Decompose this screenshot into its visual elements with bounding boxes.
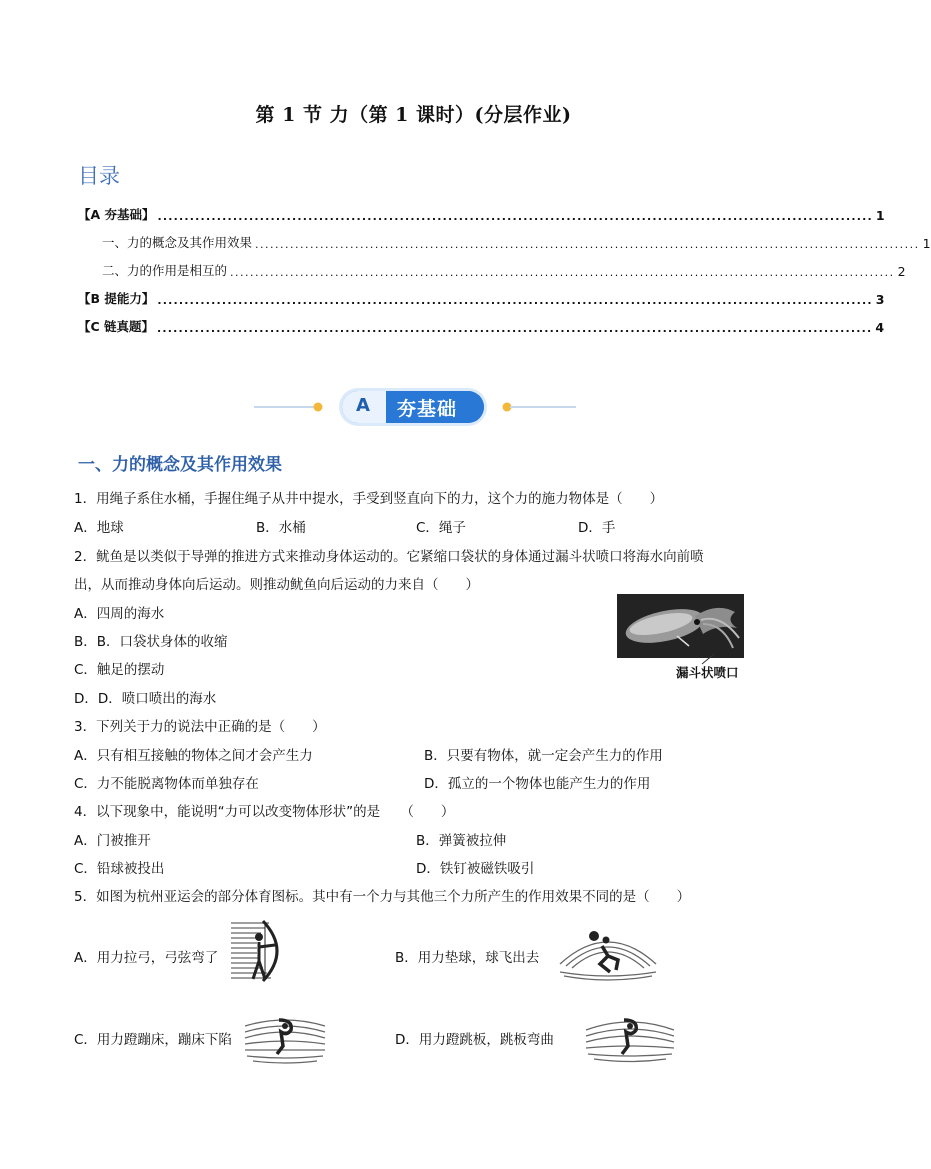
section-banner xyxy=(250,386,580,428)
question-1-stem: 1．用绳子系住水桶，手握住绳子从井中提水，手受到竖直向下的力，这个力的施力物体是（ ） xyxy=(74,491,664,507)
squid-image-caption: 漏斗状喷口 xyxy=(676,665,739,680)
question-2-stem-line2: 出，从而推动身体向后运动。则推动鱿鱼向后运动的力来自（ ） xyxy=(74,577,479,593)
toc-leader: ..................................................................................................................................... xyxy=(255,238,920,251)
question-2-option-b[interactable]: B．B．口袋状身体的收缩 xyxy=(74,634,228,650)
toc-heading: 目录 xyxy=(78,164,120,188)
question-3-option-a[interactable]: A．只有相互接触的物体之间才会产生力 xyxy=(74,748,313,764)
toc-leader: ..................................................................................................................................... xyxy=(230,266,895,279)
question-4-option-a[interactable]: A．门被推开 xyxy=(74,833,151,849)
toc-page-number: 1 xyxy=(922,236,931,251)
question-1-option-a[interactable]: A．地球 xyxy=(74,520,124,536)
toc-entry-b[interactable] xyxy=(78,287,885,307)
question-1-option-c[interactable]: C．绳子 xyxy=(416,520,466,536)
toc-leader: ..................................................................................................................................... xyxy=(157,322,873,335)
question-4-option-c[interactable]: C．铅球被投出 xyxy=(74,861,165,877)
banner-text: 夯基础 xyxy=(397,398,458,420)
archery-pictogram-icon xyxy=(229,917,289,985)
question-2-option-d[interactable]: D．D．喷口喷出的海水 xyxy=(74,691,217,707)
toc-page-number: 2 xyxy=(897,264,906,279)
question-3-option-c[interactable]: C．力不能脱离物体而单独存在 xyxy=(74,776,259,792)
squid-image xyxy=(617,594,744,658)
diving-pictogram-icon xyxy=(582,1016,678,1064)
question-3-option-b[interactable]: B．只要有物体，就一定会产生力的作用 xyxy=(424,748,663,764)
question-4-option-d[interactable]: D．铁钉被磁铁吸引 xyxy=(416,861,535,877)
toc-leader: ..................................................................................................................................... xyxy=(157,210,873,223)
question-5-stem: 5．如图为杭州亚运会的部分体育图标。其中有一个力与其他三个力所产生的作用效果不同的是（ ） xyxy=(74,889,691,905)
question-1-option-d[interactable]: D．手 xyxy=(578,520,616,536)
page-title: 第 1 节 力（第 1 课时）(分层作业) xyxy=(255,104,572,126)
toc-leader: ..................................................................................................................................... xyxy=(157,294,873,307)
question-5-option-b[interactable]: B．用力垫球，球飞出去 xyxy=(395,950,540,966)
question-3-stem: 3．下列关于力的说法中正确的是（ ） xyxy=(74,719,326,735)
toc-entry-2[interactable] xyxy=(78,259,906,279)
question-2-option-a[interactable]: A．四周的海水 xyxy=(74,606,165,622)
toc-page-number: 1 xyxy=(875,208,885,223)
toc-page-number: 4 xyxy=(875,320,885,335)
squid-illustration xyxy=(617,594,744,658)
caption-pointer-icon xyxy=(700,652,720,666)
banner-letter: A xyxy=(356,395,370,416)
toc-entry-1[interactable] xyxy=(78,231,931,251)
banner-dot-left xyxy=(314,403,323,412)
trampoline-pictogram-icon xyxy=(243,1016,327,1064)
toc-entry-a[interactable] xyxy=(78,203,885,223)
toc-entry-label: 【A 夯基础】 xyxy=(78,207,155,222)
question-5-option-c[interactable]: C．用力蹬蹦床，蹦床下陷 xyxy=(74,1032,232,1048)
question-1-option-b[interactable]: B．水桶 xyxy=(256,520,306,536)
toc-entry-label: 二、力的作用是相互的 xyxy=(102,263,228,278)
question-2-stem-line1: 2．鱿鱼是以类似于导弹的推进方式来推动身体运动的。它紧缩口袋状的身体通过漏斗状喷口将海水向前喷 xyxy=(74,549,704,565)
volleyball-pictogram-icon xyxy=(556,918,660,980)
section-heading: 一、力的概念及其作用效果 xyxy=(78,455,282,475)
question-2-option-c[interactable]: C．触足的摆动 xyxy=(74,662,165,678)
question-3-option-d[interactable]: D．孤立的一个物体也能产生力的作用 xyxy=(424,776,651,792)
question-5-option-d[interactable]: D．用力蹬跳板，跳板弯曲 xyxy=(395,1032,554,1048)
toc-entry-c[interactable] xyxy=(78,315,885,335)
question-5-option-a[interactable]: A．用力拉弓，弓弦弯了 xyxy=(74,950,219,966)
toc-entry-label: 一、力的概念及其作用效果 xyxy=(102,235,253,250)
question-4-stem: 4．以下现象中，能说明“力可以改变物体形状”的是 （ ） xyxy=(74,804,455,820)
toc-entry-label: 【B 提能力】 xyxy=(78,291,155,306)
toc-page-number: 3 xyxy=(875,292,885,307)
toc-entry-label: 【C 链真题】 xyxy=(78,319,155,334)
question-4-option-b[interactable]: B．弹簧被拉伸 xyxy=(416,833,507,849)
